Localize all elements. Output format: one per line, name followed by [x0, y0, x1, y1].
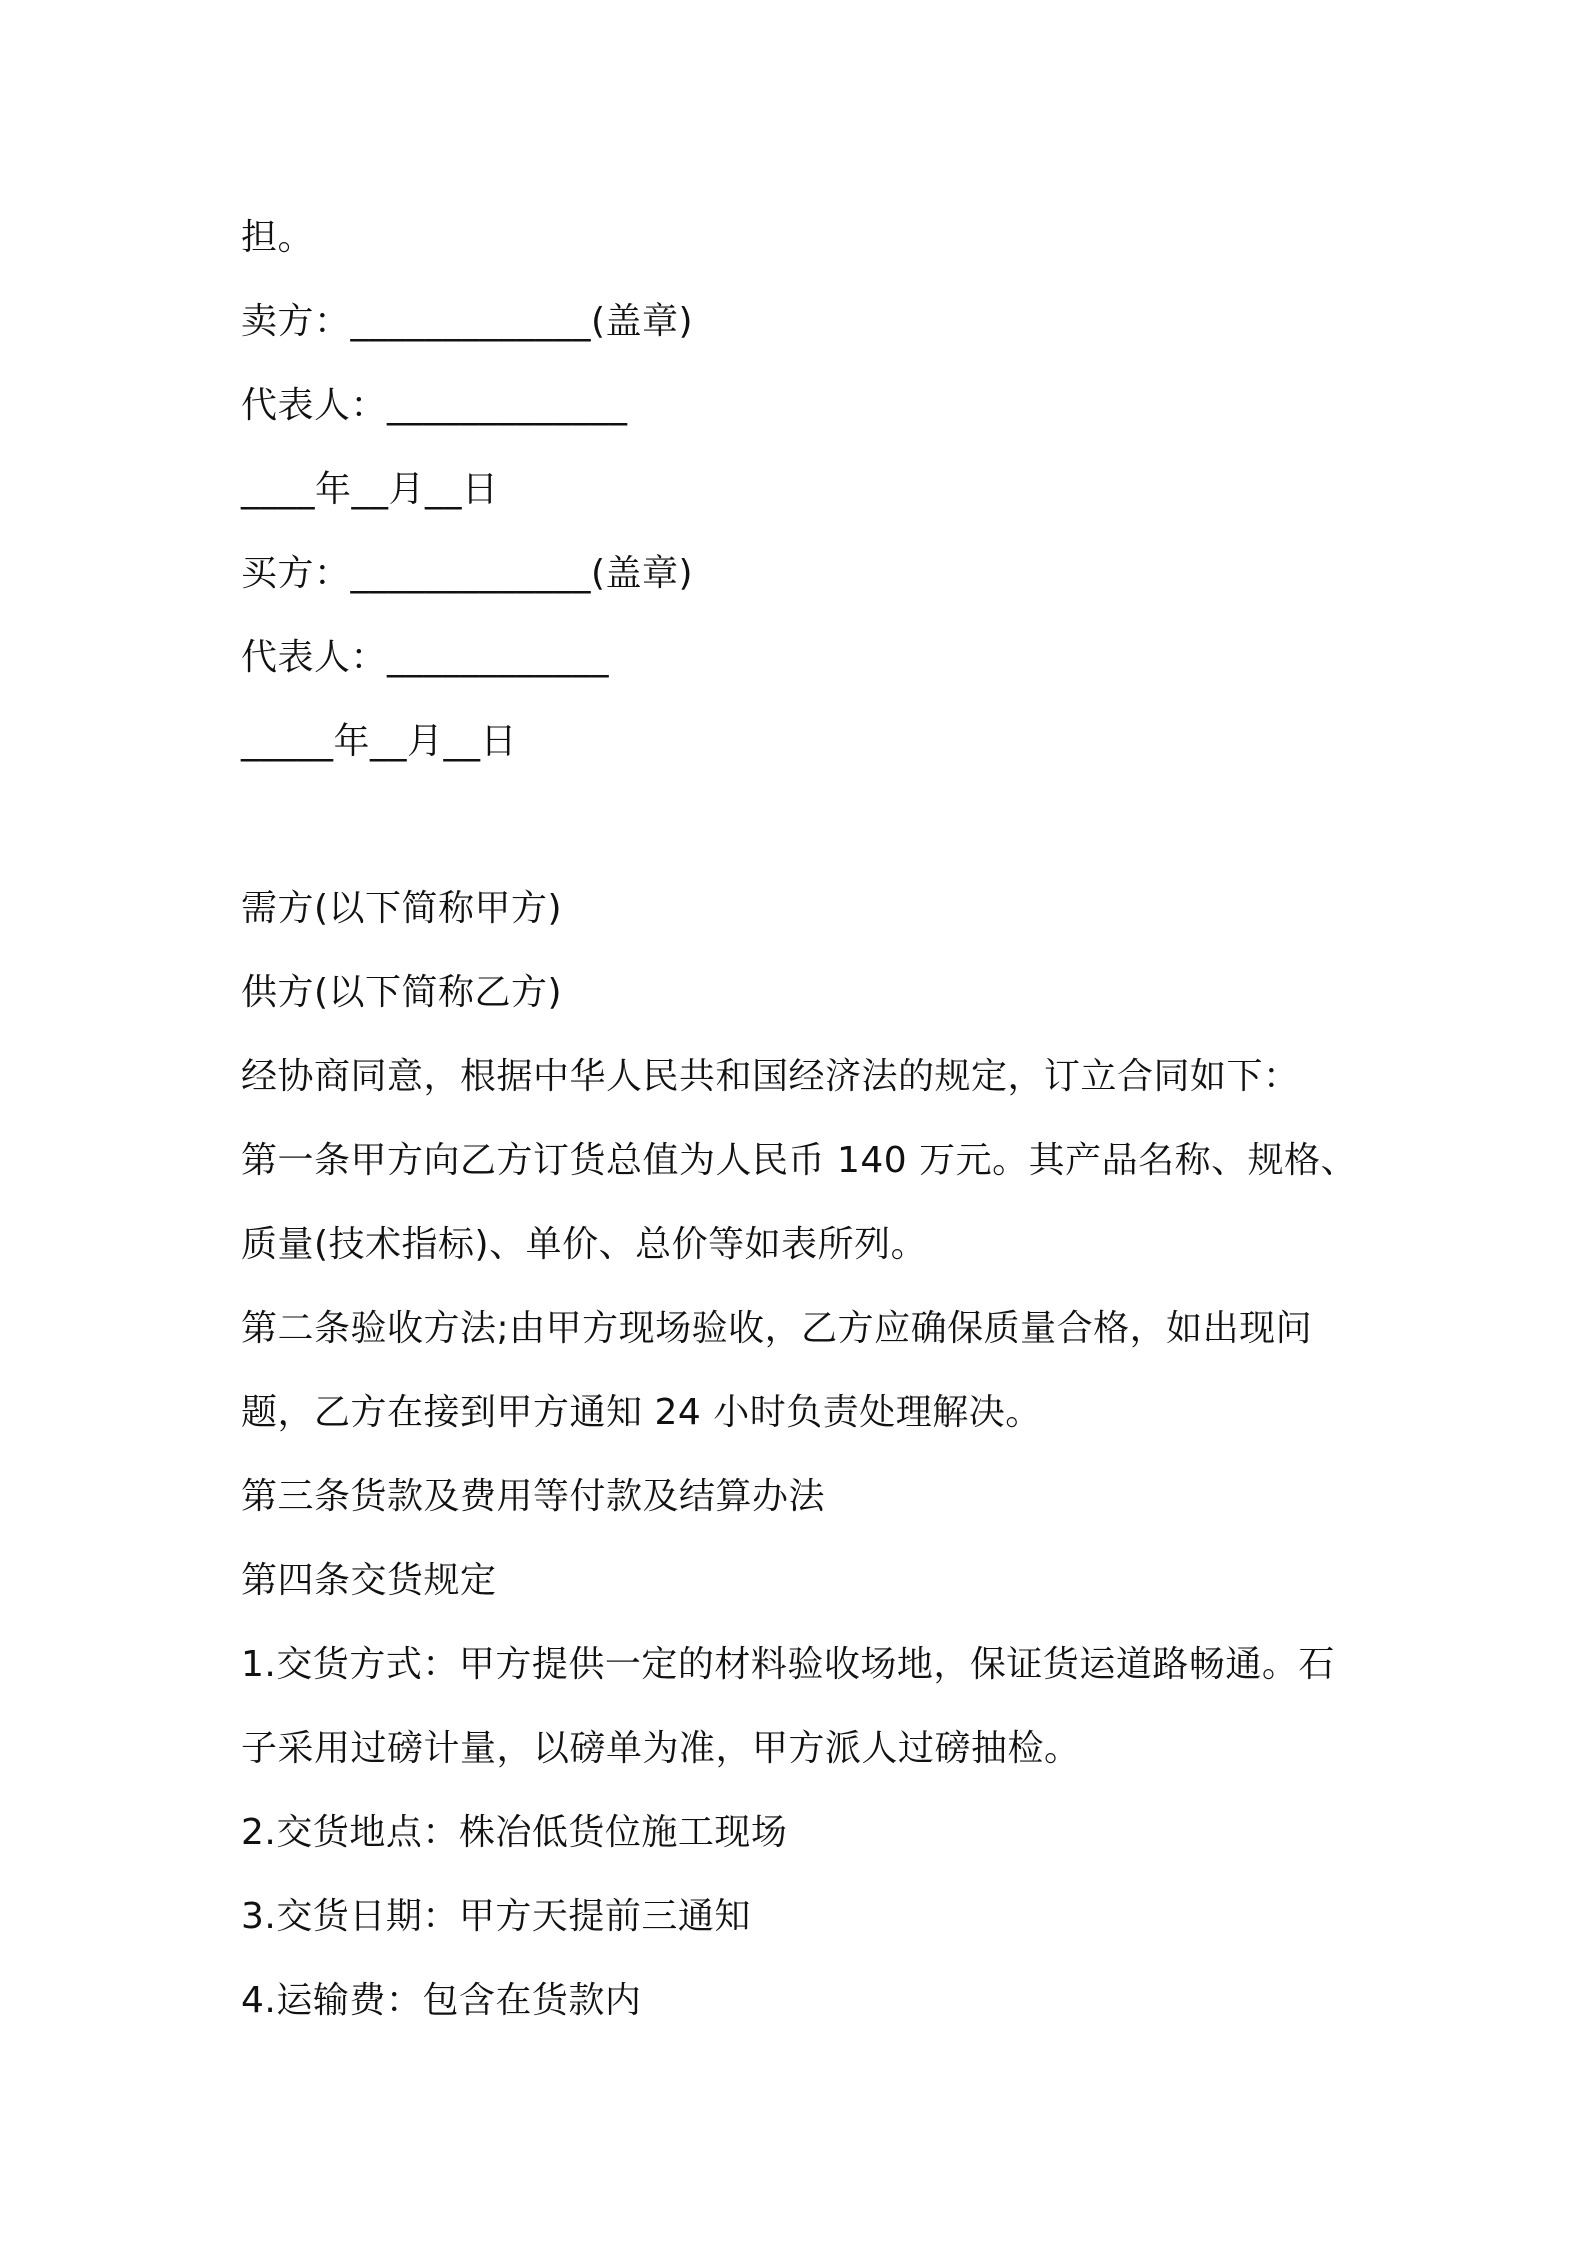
seller-signature-line: 卖方：_____________(盖章): [241, 301, 694, 342]
buyer-signature-line: 买方：_____________(盖章): [241, 553, 694, 594]
delivery-item-3: 3.交货日期：甲方天提前三通知: [241, 1896, 751, 1937]
party-b-line: 供方(以下简称乙方): [241, 972, 563, 1013]
buyer-date-line: _____年__月__日: [241, 721, 518, 762]
article-4: 第四条交货规定: [241, 1560, 497, 1601]
article-1-line-1: 第一条甲方向乙方订货总值为人民币 140 万元。其产品名称、规格、: [241, 1140, 1358, 1181]
seller-date-line: ____年__月__日: [241, 469, 499, 510]
delivery-item-1-line-2: 子采用过磅计量，以磅单为准，甲方派人过磅抽检。: [241, 1728, 1081, 1769]
text-line-continuation: 担。: [241, 217, 315, 258]
article-2-line-1: 第二条验收方法;由甲方现场验收，乙方应确保质量合格，如出现问: [241, 1308, 1313, 1349]
delivery-item-4: 4.运输费：包含在货款内: [241, 1980, 642, 2021]
article-3: 第三条货款及费用等付款及结算办法: [241, 1476, 826, 1517]
document-body: [241, 196, 1381, 2043]
delivery-item-1-line-1: 1.交货方式：甲方提供一定的材料验收场地，保证货运道路畅通。石: [241, 1644, 1335, 1685]
article-1-line-2: 质量(技术指标)、单价、总价等如表所列。: [241, 1224, 928, 1265]
party-a-line: 需方(以下简称甲方): [241, 888, 563, 929]
delivery-item-2: 2.交货地点：株冶低货位施工现场: [241, 1812, 788, 1853]
article-2-line-2: 题，乙方在接到甲方通知 24 小时负责处理解决。: [241, 1392, 1042, 1433]
buyer-representative-line: 代表人：____________: [241, 637, 610, 678]
seller-representative-line: 代表人：_____________: [241, 385, 628, 426]
contract-intro: 经协商同意，根据中华人民共和国经济法的规定，订立合同如下：: [241, 1056, 1300, 1097]
section-spacer: [241, 784, 1381, 867]
